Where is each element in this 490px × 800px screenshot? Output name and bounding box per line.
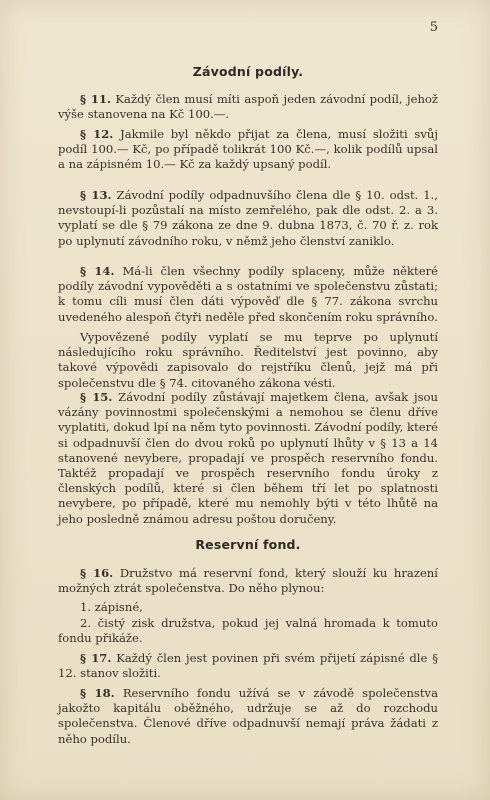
section-text: Každý člen musí míti aspoň jeden závodní podíl, jehož výše stanovena na Kč 100.—. xyxy=(58,92,438,122)
page-number: 5 xyxy=(429,20,438,35)
section-number: § 17. xyxy=(80,651,112,665)
section-text: Jakmile byl někdo přijat za člena, musí složiti svůj podíl 100.— Kč, po případě tolikrát 100 Kč.—, kolik podílů upsal a na zápisném 10.— Kč za každý upsaný podíl. xyxy=(58,127,438,172)
heading-reservni-fond: Reservní fond. xyxy=(195,537,301,552)
paragraph-s14-continued: Vypovězené podíly vyplatí se mu teprve po uplynutí následujícího roku správního. Ředitelství jest povinno, aby takové výpovědi zapisovalo do rejstříku členů, jejž má při společenstvu dle § 74. citovaného zákona vésti. xyxy=(58,330,438,390)
section-number: § 11. xyxy=(80,92,111,106)
list-item-s16-1: 1. zápisné, xyxy=(80,600,143,614)
paragraph-s16 xyxy=(58,566,438,596)
section-number: § 15. xyxy=(80,390,113,404)
section-text: Má-li člen všechny podíly splaceny, může některé podíly závodní vypověděti a s ostatními ve společenstvu zůstati; k tomu cíli musí člen dáti výpověď dle § 77. zákona svrchu uvedeného alespoň čtyři neděle před skončením roku správního. xyxy=(58,264,438,324)
paragraph-s12 xyxy=(58,127,438,173)
section-text: Závodní podíly zůstávají majetkem člena, avšak jsou vázány povinnostmi společenskými a nemohou se členu dříve vyplatiti, dokud lpí na něm tyto povinnosti. Závodní podíly, které si odpadnuvší člen do dvou roků po uplynutí lhůty v § 13 a 14 stanovené nevybere, propadají ve prospěch reservního fondu. Taktéž propadají ve prospěch reservního fondu úroky z členských podílů, které si člen během tří let po splatnosti nevybere, po případě, které mu nemohly býti v této lhůtě na jeho posledně známou adresu poštou doručeny. xyxy=(58,390,438,526)
paragraph-s11 xyxy=(58,92,438,122)
section-text: Závodní podíly odpadnuvšího člena dle § 10. odst. 1., nevstoupí-li pozůstalí na místo zemřelého, pak dle odst. 2. a 3. vyplatí se dle § 79 zákona ze dne 9. dubna 1873, č. 70 ř. z. rok po uplynutí závodního roku, v němž jeho členství zaniklo. xyxy=(58,188,438,248)
paragraph-s18 xyxy=(58,686,438,747)
paragraph-s17 xyxy=(58,651,438,681)
section-number: § 14. xyxy=(80,264,115,278)
paragraph-s13 xyxy=(58,188,438,249)
list-item-s16-2: 2. čistý zisk družstva, pokud jej valná hromada k tomuto fondu přikáže. xyxy=(58,616,438,646)
section-number: § 13. xyxy=(80,188,112,202)
paragraph-s15 xyxy=(58,390,438,527)
section-number: § 12. xyxy=(80,127,114,141)
section-number: § 18. xyxy=(80,686,115,700)
section-text: Reservního fondu užívá se v závodě společenstva jakožto kapitálu oběžného, udržuje se až do rozchodu společenstva. Členové dříve odpadnuvší nemají práva žádati z něho podílu. xyxy=(58,686,438,746)
section-text: Družstvo má reservní fond, který slouží ku hrazení možných ztrát společenstva. Do něho plynou: xyxy=(58,566,438,596)
heading-zavodni-podily: Závodní podíly. xyxy=(192,64,304,79)
section-number: § 16. xyxy=(80,566,114,580)
paragraph-s14 xyxy=(58,264,438,325)
section-text: Každý člen jest povinen při svém přijetí zápisné dle § 12. stanov složiti. xyxy=(58,651,438,681)
